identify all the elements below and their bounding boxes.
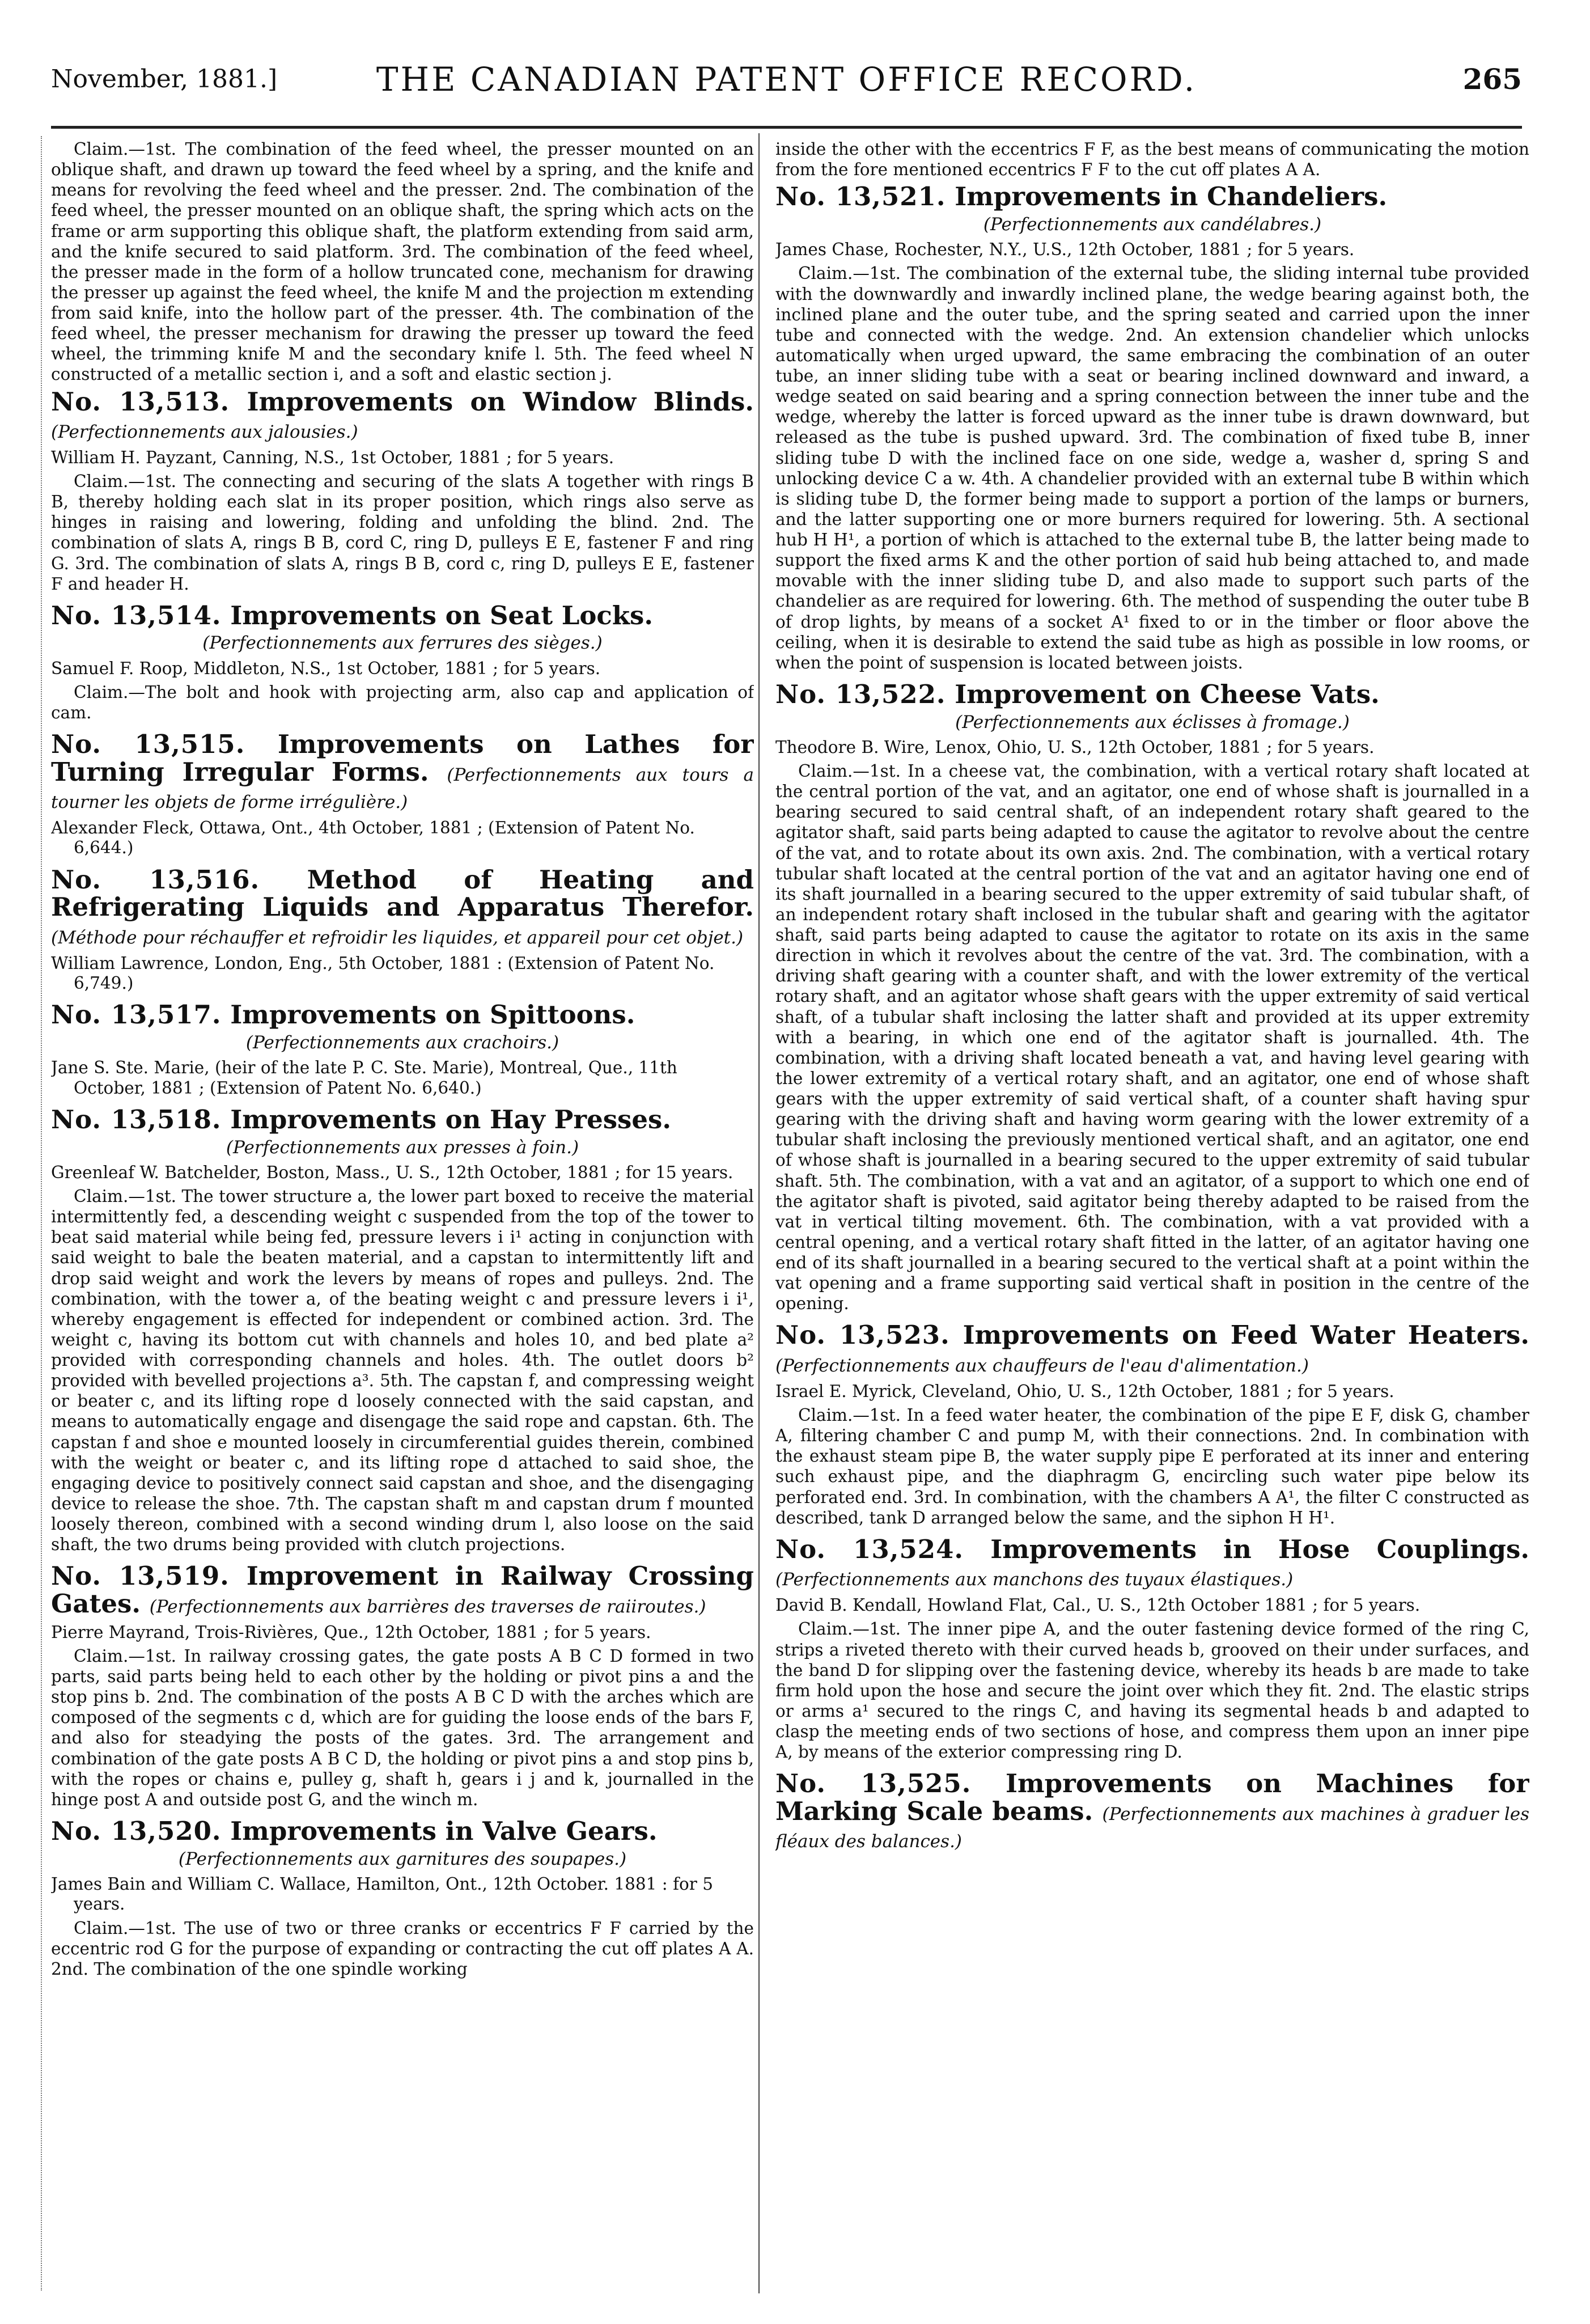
patent-heading bbox=[775, 183, 1529, 211]
left-column bbox=[51, 139, 754, 2293]
patent-heading bbox=[51, 1001, 754, 1029]
patent-entry-13519 bbox=[51, 1563, 754, 1810]
patent-french-title: (Perfectionnements aux éclisses à fromage.) bbox=[955, 712, 1350, 733]
patent-applicant: Theodore B. Wire, Lenox, Ohio, U. S., 12th October, 1881 ; for 5 years. bbox=[775, 737, 1375, 757]
patent-title: Improvements on Hay Presses. bbox=[230, 1104, 671, 1135]
patent-french-title: (Perfectionnements aux jalousies.) bbox=[51, 422, 358, 443]
patent-applicant: William H. Payzant, Canning, N.S., 1st October, 1881 ; for 5 years. bbox=[51, 447, 614, 467]
patent-entry-13520 bbox=[51, 1815, 754, 1979]
patent-title: Improvements on Machines for Marking Scale beams. bbox=[775, 1768, 1529, 1826]
header-rule bbox=[51, 126, 1522, 129]
patent-heading bbox=[775, 681, 1529, 709]
patent-number: No. 13,515. bbox=[51, 729, 245, 760]
patent-title: Improvements on Lathes for Turning Irregular Forms. bbox=[51, 729, 754, 787]
patent-title: Improvements in Chandeliers. bbox=[955, 181, 1388, 212]
patent-title: Improvement in Railway Crossing Gates. bbox=[51, 1561, 754, 1619]
patent-heading bbox=[51, 388, 754, 443]
patent-heading bbox=[775, 1322, 1529, 1377]
patent-entry-13516 bbox=[51, 866, 754, 994]
patent-title: Improvements on Feed Water Heaters. bbox=[963, 1320, 1529, 1351]
patent-title: Method of Heating and Refrigerating Liquids and Apparatus Therefor. bbox=[51, 864, 754, 922]
patent-claims: Claim.—1st. In a feed water heater, the combination of the pipe E F, disk G, chamber A, filtering chamber C and pump M, with their connections. 2nd. In combination with the exhaust steam pipe B, the water supply pipe E perforated at its inner and entering such exhaust pipe, and the diaphragm G, encircling such water pipe below its perforated end. 3rd. In combination, with the chambers A A¹, the filter C constructed as described, tank D arranged below the same, and the siphon H H¹. bbox=[775, 1406, 1529, 1527]
patent-title: Improvements on Window Blinds. bbox=[247, 386, 754, 417]
patent-french-title: (Perfectionnements aux barrières des traverses de raiiroutes.) bbox=[149, 1596, 706, 1617]
patent-number: No. 13,524. bbox=[775, 1534, 964, 1564]
patent-entry-13513 bbox=[51, 388, 754, 594]
patent-claims: Claim.—1st. The combination of the external tube, the sliding internal tube provided with the downwardly and inwardly inclined plane, the wedge bearing against both, the inclined plane and the outer tube, and the spring seated and carried upon the inner tube and connected with the wedge. 2nd. An extension chandelier which unlocks automatically when urged upward, the same embracing the combination of an outer tube, an inner sliding tube with a seat or bearing inclined downward and inward, a wedge seated on said bearing and a spring connection between the inner tube and the wedge, whereby the latter is forced upward as the inner tube is drawn downward, but released as the tube is pushed upward. 3rd. The combination of fixed tube B, inner sliding tube D with the inclined face on one side, wedge a, washer d, spring S and unlocking device C a w. 4th. A chandelier provided with an external tube B within which is sliding tube D, the former being made to support a portion of the lamps or burners, and the latter supporting one or more burners required for lowering. 5th. A sectional hub H H¹, a portion of which is attached to the external tube B, the latter being made to support the fixed arms K and the other portion of said hub being attached to, and made movable with the inner sliding tube D, and also made to support such parts of the chandelier as are required for lowering. 6th. The method of suspending the outer tube B of drop lights, by means of a socket A¹ fixed to or in the timber or floor above the ceiling, when it is desirable to extend the said tube as high as possible in low rooms, or when the point of suspension is located between joists. bbox=[775, 264, 1529, 672]
patent-heading bbox=[51, 1106, 754, 1134]
patent-title: Improvements on Seat Locks. bbox=[230, 600, 654, 630]
right-column bbox=[775, 139, 1529, 2293]
patent-entry-13515 bbox=[51, 731, 754, 858]
page-number: 265 bbox=[1462, 62, 1522, 96]
patent-claims: Claim.—1st. In railway crossing gates, the gate posts A B C D formed in two parts, said parts being held to each other by the holding or pivot pins a and the stop pins b. 2nd. The combination of the posts A B C D with the arches which are composed of the segments c d, which are for guiding the loose ends of the bars F, and also for steadying the posts of the gates. 3rd. The arrangement and combination of the gate posts A B C D, the holding or pivot pins a and stop pins b, with the ropes or chains e, pulley g, shaft h, gears i j and k, journalled in the hinge post A and outside post G, and the winch m. bbox=[51, 1646, 754, 1809]
patent-title: Improvements in Hose Couplings. bbox=[990, 1534, 1529, 1564]
patent-entry-13514 bbox=[51, 602, 754, 723]
left-margin-rule bbox=[41, 136, 42, 2291]
patent-entry-13518 bbox=[51, 1106, 754, 1555]
patent-french-title: (Perfectionnements aux manchons des tuyaux élastiques.) bbox=[775, 1569, 1294, 1590]
patent-applicant: William Lawrence, London, Eng., 5th October, 1881 : (Extension of Patent No. 6,749.) bbox=[51, 953, 715, 993]
patent-french-title: (Perfectionnements aux crachoirs.) bbox=[245, 1032, 559, 1053]
patent-claims: Claim.—1st. The use of two or three cranks or eccentrics F F carried by the eccentric rod G for the purpose of expanding or contracting the cut off plates A A. 2nd. The combination of the one spindle working bbox=[51, 1918, 754, 1979]
patent-entry-13525 bbox=[775, 1770, 1529, 1853]
patent-heading bbox=[775, 1770, 1529, 1853]
patent-heading bbox=[51, 866, 754, 949]
patent-applicant: James Bain and William C. Wallace, Hamilton, Ont., 12th October. 1881 : for 5 years. bbox=[51, 1874, 714, 1914]
patent-claims: Claim.—1st. The connecting and securing of the slats A together with rings B B, thereby holding each slat in its proper position, which rings also serve as hinges in raising and lowering, folding and unfolding the blind. 2nd. The combination of slats A, rings B B, cord C, ring D, pulleys E E, fastener F and ring G. 3rd. The combination of slats A, rings B B, cord c, ring D, pulleys E E, fastener F and header H. bbox=[51, 472, 754, 594]
continued-claims: Claim.—1st. The combination of the feed wheel, the presser mounted on an oblique shaft, and drawn up toward the feed wheel by a spring, and the knife and means for revolving the feed wheel and the presser. 2nd. The combination of the feed wheel, the presser mounted on an oblique shaft, the spring which acts on the frame or arm supporting this oblique shaft, the platform extending from said arm, and the knife secured to said platform. 3rd. The combination of the feed wheel, the presser made in the form of a hollow truncated cone, mechanism for drawing the presser up against the feed wheel, the knife M and the projection m extending from said knife, into the hollow part of the presser. 4th. The combination of the feed wheel, the presser mechanism for drawing the presser up toward the feed wheel, the trimming knife M and the secondary knife l. 5th. The feed wheel N constructed of a metallic section i, and a soft and elastic section j. bbox=[51, 139, 754, 384]
patent-claims: Claim.—1st. In a cheese vat, the combination, with a vertical rotary shaft located at the central portion of the vat, and an agitator, one end of whose shaft is journalled in a bearing secured to said central shaft, of an independent rotary shaft geared to the agitator shaft, said parts being adapted to cause the agitator to revolve about the centre of the vat, and to rotate about its own axis. 2nd. The combination, with a vertical rotary tubular shaft located at the central portion of the vat and an agitator having one end of its shaft journalled in a bearing secured to the upper extremity of said tubular shaft, of an independent rotary shaft inclosed in the tubular shaft and gearing with the agitator shaft, said parts being adapted to cause the agitator to rotate on its axis in the same direction in which it revolves about the centre of the vat. 3rd. The combination, with a driving shaft gearing with a counter shaft, and with the lower extremity of the vertical rotary shaft, and an agitator whose shaft gears with the upper extremity of said vertical shaft, of a tubular shaft inclosing the latter shaft and provided at its upper extremity with a bearing, in which one end of the agitator shaft is journalled. 4th. The combination, with a driving shaft located beneath a vat, and having level gearing with the lower extremity of a vertical rotary shaft, and an agitator, one end of whose shaft gears with the upper extremity of said vertical shaft, of a counter shaft having spur gearing with the driving shaft and having worm gearing with the lower extremity of a tubular shaft inclosing the previously mentioned vertical shaft, and an agitator, one end of whose shaft is journalled in a bearing secured to the upper extremity of said tubular shaft. 5th. The combination, with a vat and an agitator, of a support to which one end of the agitator shaft is pivoted, said agitator being thereby adapted to be raised from the vat in vertical tilting movement. 6th. The combination, with a vat provided with a central opening, and a vertical rotary shaft fitted in the latter, of an agitator having one end of its shaft journalled in a bearing secured to the vertical shaft at a point within the vat opening and a frame supporting said vertical shaft in position in the centre of the opening. bbox=[775, 761, 1529, 1314]
patent-claims: Claim.—1st. The tower structure a, the lower part boxed to receive the material intermittently fed, a descending weight c suspended from the top of the tower to beat said material while being fed, pressure levers i i¹ acting in conjunction with said weight to bale the beaten material, and a capstan to intermittently lift and drop said weight and work the levers by means of ropes and pulleys. 2nd. The combination, with the tower a, of the beating weight c and pressure levers i i¹, whereby engagement is effected for independent or combined action. 3rd. The weight c, having its bottom cut with channels and holes 10, and bed plate a² provided with corresponding channels and holes. 4th. The outlet doors b² provided with bevelled projections a³. 5th. The capstan f, and compressing weight or beater c, and its lifting rope d loosely connected with the said capstan, and means to automatically engage and disengage the said rope and capstan. 6th. The capstan f and shoe e mounted loosely in circumferential guides therein, combined with the weight or beater c, and its lifting rope d attached to said shoe, the engaging device to positively connect said capstan and shoe, and the disengaging device to release the shoe. 7th. The capstan shaft m and capstan drum f mounted loosely thereon, combined with a second winding drum l, also loose on the said shaft, the two drums being provided with clutch projections. bbox=[51, 1187, 754, 1555]
patent-french-title: (Perfectionnements aux chauffeurs de l'eau d'alimentation.) bbox=[775, 1356, 1309, 1377]
patent-number: No. 13,520. bbox=[51, 1815, 222, 1846]
patent-entry-13517 bbox=[51, 1001, 754, 1098]
running-head bbox=[51, 54, 1522, 105]
patent-title: Improvements in Valve Gears. bbox=[230, 1815, 658, 1846]
patent-number: No. 13,521. bbox=[775, 181, 946, 212]
patent-french-title: (Perfectionnements aux garnitures des soupapes.) bbox=[178, 1848, 627, 1869]
patent-number: No. 13,517. bbox=[51, 1000, 222, 1030]
patent-claims: Claim.—The bolt and hook with projecting arm, also cap and application of cam. bbox=[51, 683, 754, 723]
patent-claims: Claim.—1st. The inner pipe A, and the outer fastening device formed of the ring C, strips a riveted thereto with their curved heads b, grooved on their under surfaces, and the band D for slipping over the fastening device, whereby its heads b are made to take firm hold upon the hose and secure the joint over which they fit. 2nd. The elastic strips or arms a¹ secured to the rings C, and having its segmental heads b and adapted to clasp the meeting ends of two sections of hose, and compress them upon an inner pipe A, by means of the exterior compressing ring D. bbox=[775, 1619, 1529, 1762]
patent-french-title: (Perfectionnements aux presses à foin.) bbox=[226, 1137, 579, 1158]
patent-number: No. 13,518. bbox=[51, 1104, 222, 1135]
patent-number: No. 13,519. bbox=[51, 1561, 230, 1591]
patent-applicant: Greenleaf W. Batchelder, Boston, Mass., U. S., 12th October, 1881 ; for 15 years. bbox=[51, 1162, 733, 1182]
patent-applicant: James Chase, Rochester, N.Y., U.S., 12th October, 1881 ; for 5 years. bbox=[775, 240, 1355, 260]
patent-number: No. 13,513. bbox=[51, 386, 230, 417]
issue-date: November, 1881.] bbox=[51, 65, 278, 94]
patent-entry-13521 bbox=[775, 183, 1529, 673]
patent-entry-13524 bbox=[775, 1536, 1529, 1762]
patent-entry-13522 bbox=[775, 681, 1529, 1314]
patent-applicant: David B. Kendall, Howland Flat, Cal., U. S., 12th October 1881 ; for 5 years. bbox=[775, 1595, 1421, 1615]
patent-heading bbox=[51, 1815, 754, 1846]
patent-french-title: (Perfectionnements aux tours a tourner les objets de forme irrégulière.) bbox=[51, 764, 754, 813]
patent-applicant: Samuel F. Roop, Middleton, N.S., 1st October, 1881 ; for 5 years. bbox=[51, 658, 601, 678]
patent-french-title: (Perfectionnements aux ferrures des sièges.) bbox=[202, 633, 603, 654]
patent-number: No. 13,516. bbox=[51, 864, 260, 895]
patent-number: No. 13,514. bbox=[51, 600, 222, 630]
patent-number: No. 13,523. bbox=[775, 1320, 950, 1351]
patent-heading bbox=[51, 731, 754, 814]
continued-claims: inside the other with the eccentrics F F, as the best means of communicating the motion from the fore mentioned eccentrics F F to the cut off plates A A. bbox=[775, 139, 1529, 180]
patent-number: No. 13,525. bbox=[775, 1768, 972, 1799]
patent-heading bbox=[51, 1563, 754, 1618]
patent-applicant: Pierre Mayrand, Trois-Rivières, Que., 12th October, 1881 ; for 5 years. bbox=[51, 1622, 651, 1642]
patent-heading bbox=[775, 1536, 1529, 1591]
patent-number: No. 13,522. bbox=[775, 679, 946, 709]
patent-heading bbox=[51, 602, 754, 630]
patent-title: Improvements on Spittoons. bbox=[230, 1000, 635, 1030]
patent-french-title: (Méthode pour réchauffer et refroidir les liquides, et appareil pour cet objet.) bbox=[51, 928, 744, 948]
patent-applicant: Jane S. Ste. Marie, (heir of the late P. C. Ste. Marie), Montreal, Que., 11th October, 1881 ; (Extension of Patent No. 6,640.) bbox=[51, 1058, 677, 1098]
publication-title: THE CANADIAN PATENT OFFICE RECORD. bbox=[376, 60, 1197, 99]
patent-applicant: Israel E. Myrick, Cleveland, Ohio, U. S., 12th October, 1881 ; for 5 years. bbox=[775, 1381, 1394, 1401]
patent-french-title: (Perfectionnements aux machines à graduer les fléaux des balances.) bbox=[775, 1804, 1529, 1852]
column-divider bbox=[758, 133, 760, 2293]
patent-entry-13523 bbox=[775, 1322, 1529, 1527]
patent-french-title: (Perfectionnements aux candélabres.) bbox=[983, 214, 1322, 235]
patent-title: Improvement on Cheese Vats. bbox=[955, 679, 1380, 709]
patent-applicant: Alexander Fleck, Ottawa, Ont., 4th October, 1881 ; (Extension of Patent No. 6,644.) bbox=[51, 818, 695, 858]
